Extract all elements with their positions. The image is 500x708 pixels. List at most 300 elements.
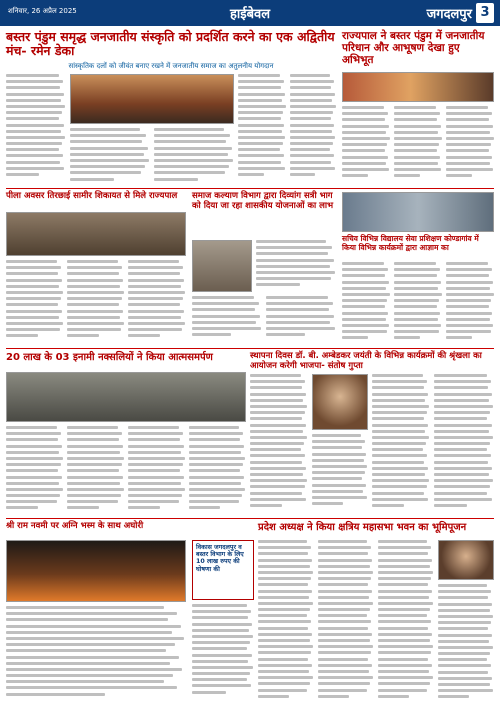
- body-text-line: [318, 565, 370, 568]
- body-text-line: [290, 80, 334, 83]
- body-text-line: [378, 676, 433, 679]
- body-text-line: [70, 134, 146, 137]
- body-text-line: [372, 492, 424, 495]
- body-text-line: [378, 602, 433, 605]
- body-text-line: [238, 142, 283, 145]
- body-text-line: [318, 577, 371, 580]
- body-text-line: [258, 559, 312, 562]
- body-text-line: [446, 293, 494, 296]
- body-text-line: [6, 656, 179, 659]
- body-text-line: [128, 303, 180, 306]
- body-text-line: [192, 296, 254, 299]
- body-text-line: [192, 610, 251, 613]
- body-text-line: [67, 328, 121, 331]
- body-text-line: [189, 451, 241, 454]
- story8-photo: [6, 540, 186, 602]
- body-text-line: [192, 647, 247, 650]
- body-text-line: [128, 260, 179, 263]
- divider-1: [6, 188, 494, 189]
- body-text-line: [67, 266, 122, 269]
- story4-headline: समाज कल्याण विभाग द्वारा दिव्यांग सत्री भाग को दिया जा रहा शासकीय योजनाओं का लाभ: [192, 191, 334, 211]
- story3-body-col-2: [67, 260, 125, 344]
- body-text-line: [258, 651, 311, 654]
- body-text-line: [258, 608, 310, 611]
- story4-photo: [192, 240, 252, 292]
- body-text-line: [192, 315, 260, 318]
- body-text-line: [250, 393, 306, 396]
- body-text-line: [290, 117, 331, 120]
- body-text-line: [250, 498, 306, 501]
- masthead: [0, 0, 500, 26]
- body-text-line: [67, 291, 124, 294]
- body-text-line: [312, 484, 366, 487]
- body-text-line: [238, 167, 285, 170]
- body-text-line: [6, 80, 63, 83]
- right-top-body-col-2: [394, 106, 442, 184]
- body-text-line: [434, 454, 491, 457]
- body-text-line: [6, 693, 105, 696]
- story9-body-col-3: [378, 540, 434, 702]
- body-text-line: [128, 457, 185, 460]
- body-text-line: [394, 168, 441, 171]
- story5-body-col-3: [446, 262, 494, 344]
- body-text-line: [67, 476, 123, 479]
- body-text-line: [378, 651, 431, 654]
- body-text-line: [290, 111, 333, 114]
- body-text-line: [128, 469, 180, 472]
- body-text-line: [342, 149, 385, 152]
- body-text-line: [342, 324, 389, 327]
- body-text-line: [394, 143, 439, 146]
- body-text-line: [394, 137, 442, 140]
- body-text-line: [438, 627, 488, 630]
- body-text-line: [6, 161, 60, 164]
- body-text-line: [378, 590, 432, 593]
- body-text-line: [67, 482, 120, 485]
- body-text-line: [6, 334, 38, 337]
- body-text-line: [372, 461, 424, 464]
- body-text-line: [312, 471, 365, 474]
- body-text-line: [256, 259, 334, 262]
- lead-body-col-2: [70, 128, 150, 184]
- body-text-line: [154, 147, 232, 150]
- body-text-line: [378, 627, 428, 630]
- body-text-line: [394, 162, 438, 165]
- body-text-line: [318, 583, 368, 586]
- body-text-line: [250, 448, 301, 451]
- body-text-line: [318, 651, 371, 654]
- body-text-line: [446, 330, 491, 333]
- divider-2: [6, 348, 494, 349]
- body-text-line: [154, 153, 228, 156]
- body-text-line: [6, 637, 184, 640]
- body-text-line: [446, 268, 492, 271]
- body-text-line: [6, 625, 181, 628]
- body-text-line: [318, 645, 373, 648]
- body-text-line: [67, 334, 99, 337]
- body-text-line: [446, 143, 491, 146]
- body-text-line: [378, 577, 431, 580]
- body-text-line: [6, 105, 65, 108]
- body-text-line: [434, 442, 490, 445]
- story7-body-col-3: [372, 374, 430, 514]
- body-text-line: [318, 608, 370, 611]
- body-text-line: [378, 571, 433, 574]
- body-text-line: [128, 322, 185, 325]
- story9-photo: [438, 540, 494, 580]
- body-text-line: [6, 432, 61, 435]
- body-text-line: [438, 652, 490, 655]
- right-top-photo: [342, 72, 494, 102]
- body-text-line: [318, 676, 373, 679]
- body-text-line: [318, 639, 370, 642]
- body-text-line: [192, 635, 253, 638]
- body-text-line: [250, 504, 282, 507]
- body-text-line: [290, 173, 315, 176]
- body-text-line: [372, 448, 423, 451]
- body-text-line: [70, 165, 145, 168]
- body-text-line: [189, 457, 245, 460]
- body-text-line: [290, 124, 334, 127]
- body-text-line: [438, 671, 488, 674]
- body-text-line: [434, 380, 491, 383]
- body-text-line: [67, 500, 118, 503]
- body-text-line: [192, 684, 251, 687]
- body-text-line: [342, 143, 387, 146]
- body-text-line: [394, 274, 437, 277]
- body-text-line: [192, 654, 252, 657]
- body-text-line: [238, 111, 283, 114]
- body-text-line: [258, 571, 313, 574]
- body-text-line: [258, 664, 312, 667]
- body-text-line: [378, 689, 427, 692]
- body-text-line: [446, 125, 493, 128]
- body-text-line: [378, 633, 432, 636]
- body-text-line: [70, 147, 148, 150]
- body-text-line: [378, 559, 432, 562]
- body-text-line: [67, 272, 119, 275]
- body-text-line: [256, 252, 328, 255]
- body-text-line: [128, 297, 183, 300]
- body-text-line: [378, 639, 430, 642]
- story6-body-col-1: [6, 426, 64, 514]
- body-text-line: [342, 156, 388, 159]
- body-text-line: [394, 125, 441, 128]
- body-text-line: [342, 131, 386, 134]
- body-text-line: [394, 268, 440, 271]
- story7-body-col-1: [250, 374, 308, 514]
- body-text-line: [70, 140, 142, 143]
- body-text-line: [438, 677, 492, 680]
- body-text-line: [290, 99, 332, 102]
- body-text-line: [342, 336, 368, 339]
- body-text-line: [6, 86, 60, 89]
- right-top-headline: राज्यपाल ने बस्तर पंडुम में जनजातीय परिधान और आभूषण देखा हुए अभिभूत: [342, 30, 485, 67]
- body-text-line: [128, 291, 185, 294]
- right-top-body-col-1: [342, 106, 390, 184]
- body-text-line: [67, 494, 121, 497]
- body-text-line: [372, 424, 428, 427]
- body-text-line: [372, 386, 424, 389]
- body-text-line: [372, 467, 428, 470]
- body-text-line: [67, 451, 120, 454]
- body-text-line: [342, 268, 388, 271]
- body-text-line: [250, 405, 307, 408]
- body-text-line: [258, 602, 313, 605]
- body-text-line: [238, 93, 285, 96]
- body-text-line: [154, 178, 198, 181]
- body-text-line: [6, 124, 64, 127]
- story3-photo: [6, 212, 186, 256]
- body-text-line: [434, 424, 492, 427]
- body-text-line: [446, 131, 490, 134]
- body-text-line: [6, 291, 63, 294]
- story6-photo: [6, 372, 246, 422]
- body-text-line: [434, 473, 489, 476]
- body-text-line: [394, 149, 437, 152]
- body-text-line: [378, 546, 431, 549]
- body-text-line: [6, 93, 64, 96]
- body-text-line: [258, 583, 308, 586]
- body-text-line: [128, 463, 183, 466]
- body-text-line: [250, 479, 307, 482]
- body-text-line: [67, 506, 99, 509]
- body-text-line: [446, 324, 493, 327]
- body-text-line: [312, 459, 364, 462]
- body-text-line: [238, 161, 281, 164]
- body-text-line: [342, 162, 386, 165]
- body-text-line: [192, 623, 252, 626]
- story7-body-col-4: [434, 374, 494, 514]
- body-text-line: [192, 616, 248, 619]
- body-text-line: [250, 424, 306, 427]
- body-text-line: [128, 494, 182, 497]
- body-text-line: [446, 174, 472, 177]
- body-text-line: [378, 645, 433, 648]
- body-text-line: [6, 506, 38, 509]
- body-text-line: [128, 272, 180, 275]
- body-text-line: [378, 664, 432, 667]
- body-text-line: [378, 614, 427, 617]
- body-text-line: [258, 627, 308, 630]
- body-text-line: [192, 666, 253, 669]
- body-text-line: [250, 442, 304, 445]
- story5-headline: सचिव विभिन्न विद्यालय सेवा प्रशिक्षण कोण्डागांव में किया विभिन्न कार्यक्रमों द्वारा आज्ञाम का: [342, 234, 479, 252]
- body-text-line: [250, 436, 307, 439]
- body-text-line: [290, 86, 331, 89]
- body-text-line: [372, 498, 428, 501]
- body-text-line: [6, 322, 63, 325]
- body-text-line: [312, 477, 362, 480]
- body-text-line: [67, 488, 124, 491]
- body-text-line: [67, 438, 119, 441]
- body-text-line: [438, 621, 491, 624]
- body-text-line: [192, 691, 226, 694]
- body-text-line: [290, 130, 332, 133]
- body-text-line: [446, 149, 489, 152]
- story9-body-col-2: [318, 540, 374, 702]
- body-text-line: [266, 321, 330, 324]
- body-text-line: [258, 552, 308, 555]
- story4-body-col-1: [256, 240, 336, 292]
- body-text-line: [6, 136, 65, 139]
- body-text-line: [258, 577, 311, 580]
- body-text-line: [67, 297, 122, 300]
- body-text-line: [318, 664, 372, 667]
- body-text-line: [6, 74, 59, 77]
- body-text-line: [318, 614, 367, 617]
- body-text-line: [67, 260, 118, 263]
- body-text-line: [434, 485, 490, 488]
- body-text-line: [189, 438, 240, 441]
- body-text-line: [154, 165, 229, 168]
- body-text-line: [342, 281, 389, 284]
- body-text-line: [394, 312, 440, 315]
- body-text-line: [67, 303, 119, 306]
- body-text-line: [434, 479, 493, 482]
- body-text-line: [312, 434, 361, 437]
- body-text-line: [438, 664, 491, 667]
- body-text-line: [154, 171, 225, 174]
- body-text-line: [438, 695, 469, 698]
- lead-body-col-1: [6, 74, 66, 184]
- right-top-body-col-3: [446, 106, 494, 184]
- body-text-line: [258, 620, 311, 623]
- body-text-line: [394, 336, 420, 339]
- body-text-line: [312, 446, 362, 449]
- story5-photo: [342, 192, 494, 232]
- body-text-line: [434, 386, 488, 389]
- body-text-line: [342, 262, 384, 265]
- body-text-line: [372, 436, 429, 439]
- announcement-headline: विकास जगदलपुर व बस्तर विभाग के लिए 10 लाख रुपए की घोषणा की: [196, 544, 244, 573]
- body-text-line: [128, 476, 184, 479]
- body-text-line: [70, 128, 140, 131]
- story9-body-col-1: [258, 540, 314, 702]
- body-text-line: [312, 453, 366, 456]
- body-text-line: [128, 506, 160, 509]
- lead-headline: बस्तर पंडुम समृद्ध जनजातीय संस्कृति को प्रदर्शित करने का एक अद्वितीय मंच- रमेन डेका: [6, 29, 335, 59]
- body-text-line: [318, 571, 373, 574]
- body-text-line: [128, 316, 181, 319]
- body-text-line: [238, 148, 280, 151]
- body-text-line: [434, 492, 487, 495]
- body-text-line: [238, 74, 280, 77]
- body-text-line: [438, 658, 487, 661]
- body-text-line: [312, 502, 343, 505]
- body-text-line: [434, 498, 492, 501]
- body-text-line: [6, 612, 177, 615]
- body-text-line: [378, 608, 430, 611]
- body-text-line: [394, 305, 437, 308]
- body-text-line: [378, 695, 409, 698]
- body-text-line: [6, 328, 60, 331]
- body-text-line: [438, 590, 491, 593]
- body-text-line: [394, 318, 438, 321]
- body-text-line: [250, 417, 302, 420]
- body-text-line: [238, 130, 282, 133]
- body-text-line: [342, 293, 390, 296]
- body-text-line: [189, 494, 242, 497]
- body-text-line: [372, 430, 425, 433]
- body-text-line: [372, 504, 404, 507]
- body-text-line: [250, 386, 302, 389]
- body-text-line: [318, 682, 370, 685]
- story3-body-col-3: [128, 260, 186, 344]
- body-text-line: [6, 494, 60, 497]
- body-text-line: [378, 565, 430, 568]
- body-text-line: [266, 333, 305, 336]
- body-text-line: [438, 615, 493, 618]
- body-text-line: [189, 432, 243, 435]
- body-text-line: [378, 670, 429, 673]
- body-text-line: [6, 500, 57, 503]
- body-text-line: [258, 695, 289, 698]
- body-text-line: [192, 672, 250, 675]
- body-text-line: [318, 552, 368, 555]
- body-text-line: [342, 299, 387, 302]
- body-text-line: [258, 670, 309, 673]
- story8-body-col-1: [6, 606, 186, 702]
- body-text-line: [290, 74, 330, 77]
- body-text-line: [372, 485, 427, 488]
- body-text-line: [342, 106, 384, 109]
- body-text-line: [438, 683, 490, 686]
- body-text-line: [128, 279, 184, 282]
- body-text-line: [290, 148, 330, 151]
- story3-headline: पीला अवसर तिरछाई सामीर शिकायत से मिले राज्यपाल: [6, 191, 178, 201]
- body-text-line: [372, 393, 428, 396]
- story3-body-col-1: [6, 260, 64, 344]
- body-text-line: [318, 627, 368, 630]
- body-text-line: [266, 308, 329, 311]
- body-text-line: [378, 583, 428, 586]
- body-text-line: [446, 162, 490, 165]
- body-text-line: [6, 272, 58, 275]
- body-text-line: [446, 156, 492, 159]
- body-text-line: [6, 463, 61, 466]
- body-text-line: [378, 540, 427, 543]
- body-text-line: [6, 476, 62, 479]
- body-text-line: [189, 488, 245, 491]
- body-text-line: [250, 430, 303, 433]
- body-text-line: [446, 287, 490, 290]
- body-text-line: [67, 463, 122, 466]
- body-text-line: [434, 430, 489, 433]
- body-text-line: [318, 602, 373, 605]
- edition-place: जगदलपुर: [426, 7, 472, 22]
- body-text-line: [250, 411, 305, 414]
- body-text-line: [67, 310, 123, 313]
- body-text-line: [250, 399, 303, 402]
- body-text-line: [446, 336, 472, 339]
- body-text-line: [438, 584, 487, 587]
- body-text-line: [128, 426, 179, 429]
- body-text-line: [258, 645, 313, 648]
- story9-body-col-4: [438, 584, 494, 702]
- body-text-line: [238, 99, 282, 102]
- body-text-line: [6, 662, 170, 665]
- body-text-line: [318, 590, 372, 593]
- body-text-line: [238, 86, 281, 89]
- body-text-line: [318, 689, 367, 692]
- body-text-line: [258, 676, 313, 679]
- body-text-line: [256, 240, 326, 243]
- body-text-line: [372, 405, 429, 408]
- body-text-line: [290, 167, 335, 170]
- body-text-line: [342, 287, 386, 290]
- story7-headline: स्थापना दिवस डॉ. बी. अम्बेडकर जयंती के विभिन्न कार्यक्रमों की श्रृंखला का आयोजन करेगी भाजपा- संतोष गुप्ता: [250, 351, 482, 371]
